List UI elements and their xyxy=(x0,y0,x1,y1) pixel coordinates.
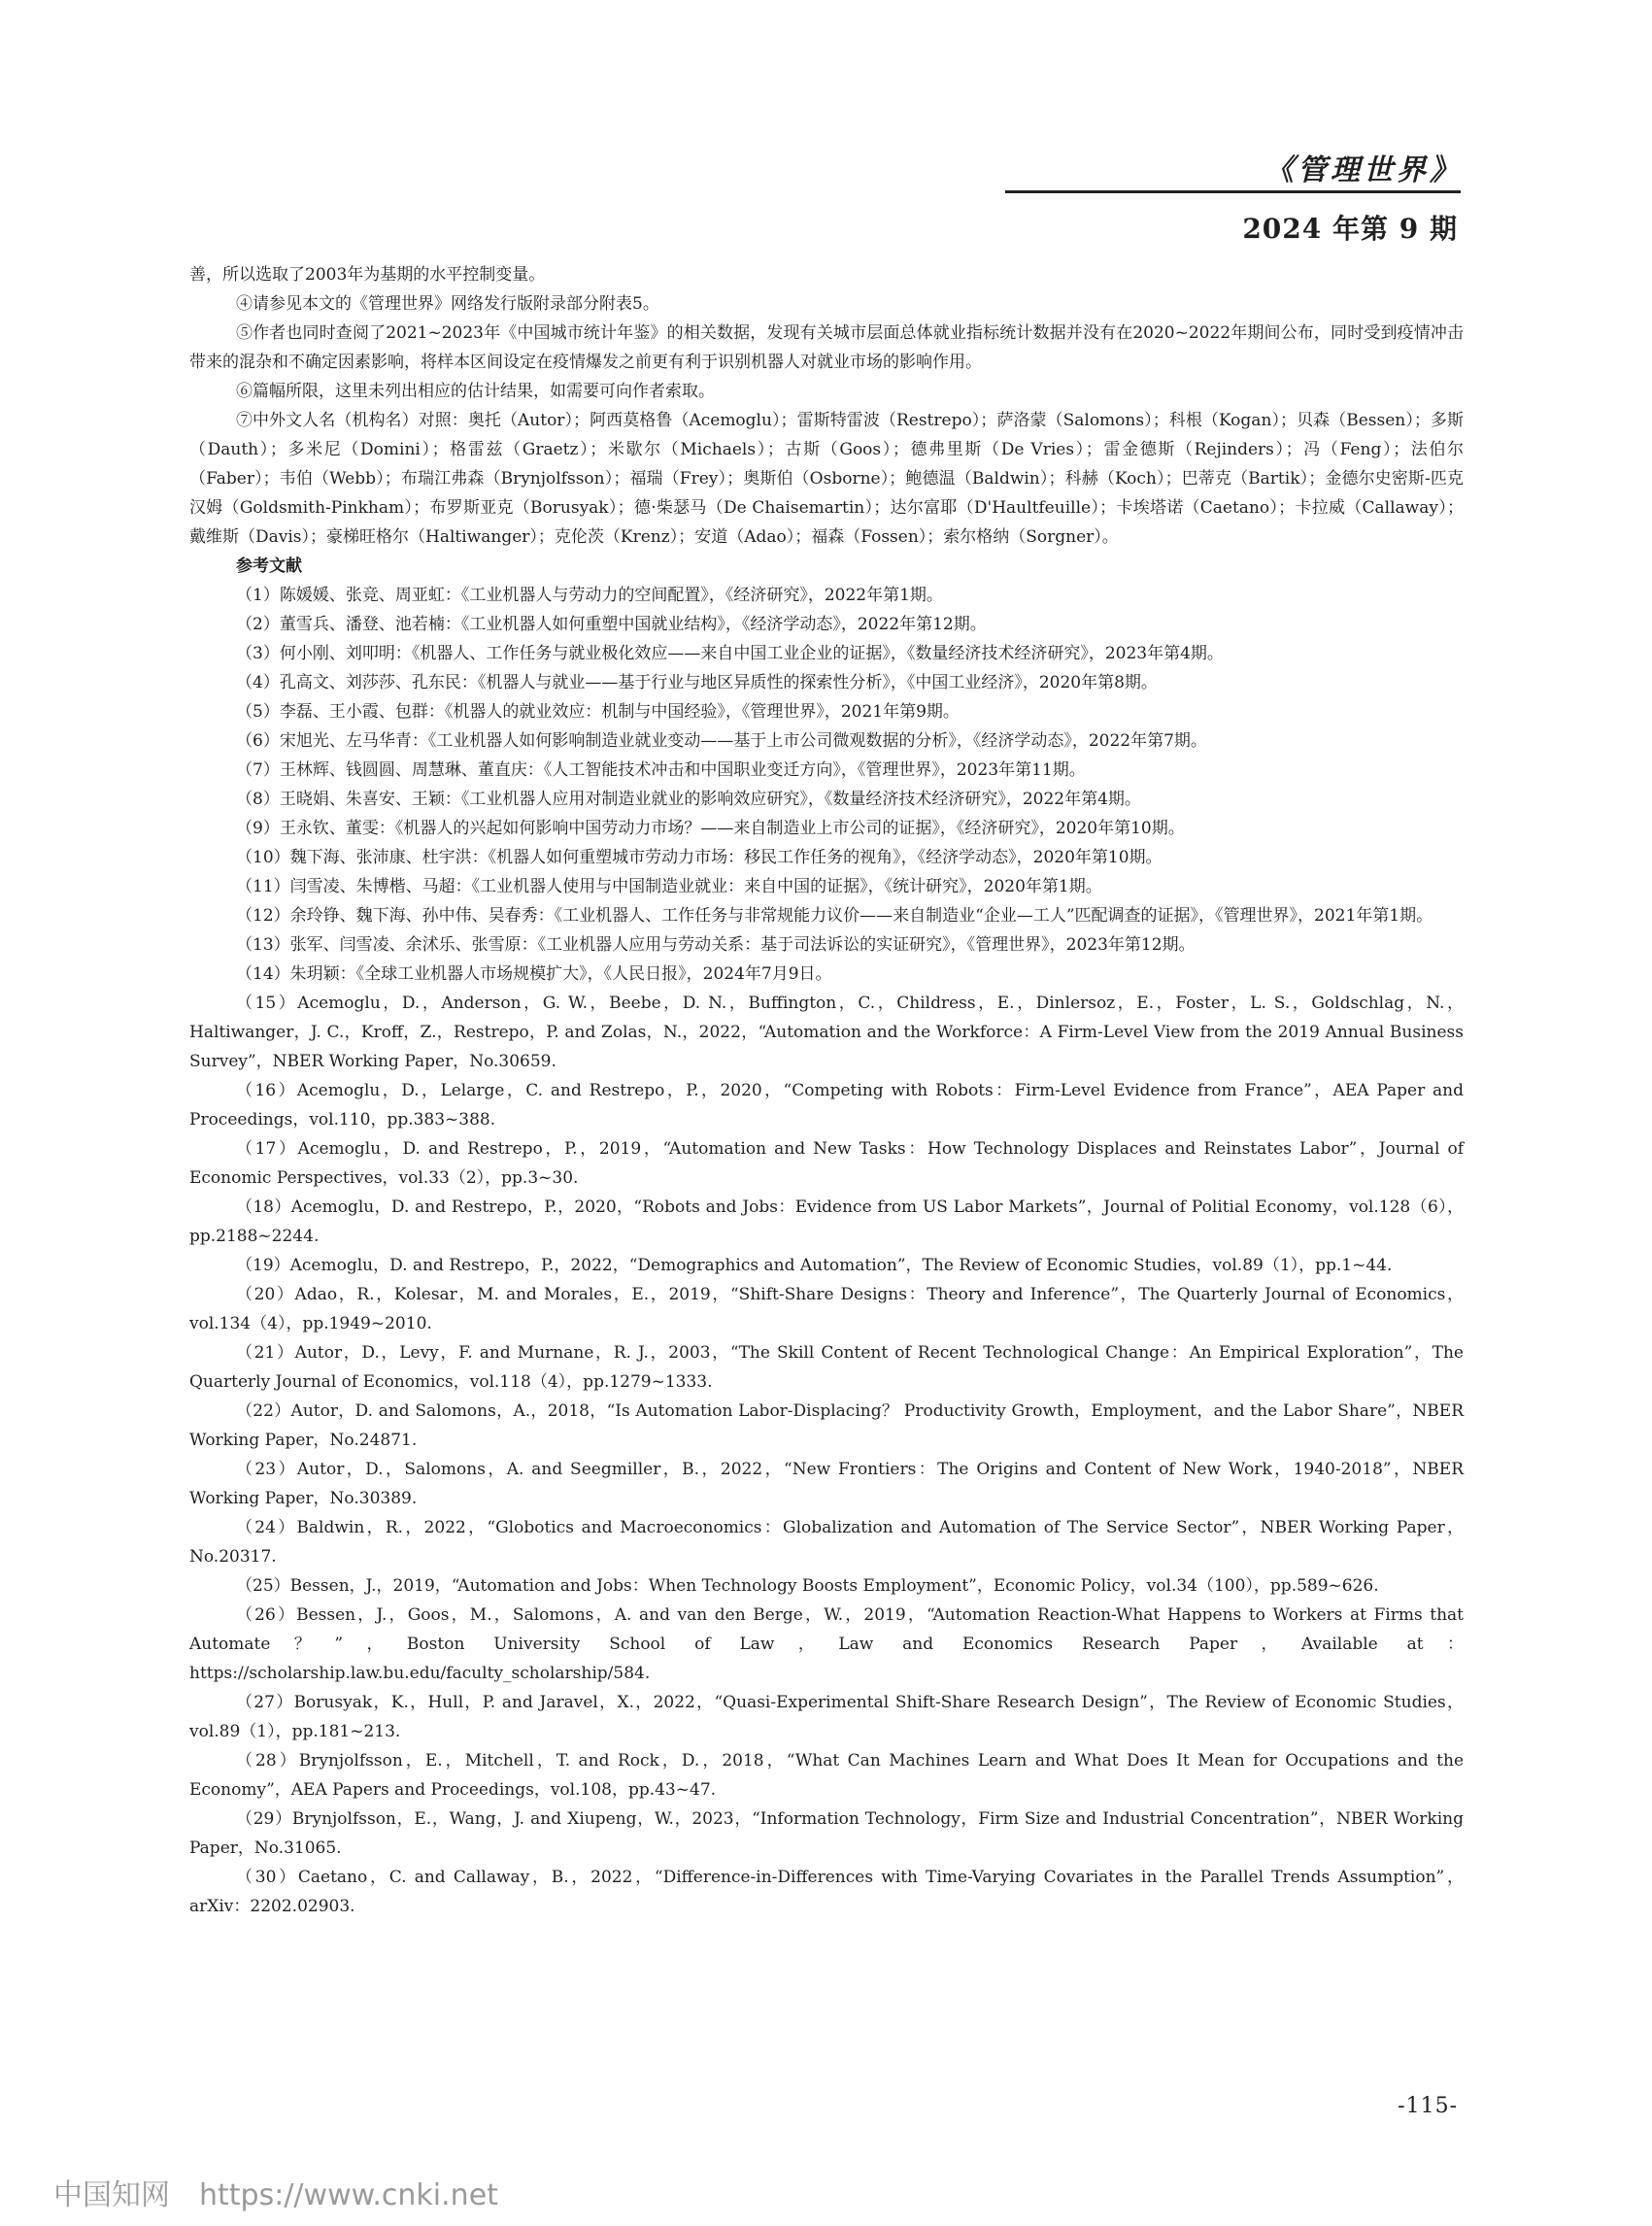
watermark-url: https://www.cnki.net xyxy=(199,2178,498,2212)
footnote-7: ⑦中外文人名（机构名）对照：奥托（Autor）；阿西莫格鲁（Acemoglu）；雷斯特雷波（Restrepo）；萨洛蒙（Salomons）；科根（Kogan）；贝森（Bessen）；多斯（Dauth）；多米尼（Domini）；格雷兹（Graetz）；米歇尔（Michaels）；古斯（Goos）；德弗里斯（De Vries）；雷金德斯（Rejinders）；冯（Feng）；法伯尔（Faber）；韦伯（Webb）；布瑞江弗森（Brynjolfsson）；福瑞（Frey）；奥斯伯（Osborne）；鲍德温（Baldwin）；科赫（Koch）；巴蒂克（Bartik）；金德尔史密斯-匹克汉姆（Goldsmith-Pinkham）；布罗斯亚克（Borusyak）；德·柴瑟马（De Chaisemartin）；达尔富耶（D'Haultfeuille）；卡埃塔诺（Caetano）；卡拉威（Callaway）；戴维斯（Davis）；豪梯旺格尔（Haltiwanger）；克伦茨（Krenz）；安道（Adao）；福森（Fossen）；索尔格纳（Sorgner）。 xyxy=(189,411,1464,547)
reference-item: （10）魏下海、张沛康、杜宇洪：《机器人如何重塑城市劳动力市场：移民工作任务的视角》，《经济学动态》，2020年第10期。 xyxy=(236,848,1163,867)
reference-item: （2）董雪兵、潘登、池若楠：《工业机器人如何重塑中国就业结构》，《经济学动态》，2022年第12期。 xyxy=(236,615,987,634)
footnote-4: ④请参见本文的《管理世界》网络发行版附录部分附表5。 xyxy=(236,294,659,314)
footnote-6: ⑥篇幅所限，这里未列出相应的估计结果，如需要可向作者索取。 xyxy=(236,382,715,401)
reference-item: （27）Borusyak，K.，Hull，P. and Jaravel，X.，2022，“Quasi-Experimental Shift-Share Research Design”，The Review of Economic Studies，vol.89（1），pp.181~213. xyxy=(189,1693,1464,1741)
reference-item: （11）闫雪凌、朱博楷、马超：《工业机器人使用与中国制造业就业：来自中国的证据》，《统计研究》，2020年第1期。 xyxy=(236,877,1102,896)
watermark-site-name: 中国知网 xyxy=(53,2178,170,2212)
reference-item: （15）Acemoglu，D.，Anderson，G. W.，Beebe，D. N.，Buffington，C.，Childress，E.，Dinlersoz，E.，Foster，L. S.，Goldschlag，N.，Haltiwanger，J. C.，Kroff，Z.，Restrepo，P. and Zolas，N.，2022，“Automation and the Workforce：A Firm-Level View from the 2019 Annual Business Survey”，NBER Working Paper，No.30659. xyxy=(189,994,1464,1071)
journal-name: 《管理世界》 xyxy=(1264,153,1463,187)
reference-item: （29）Brynjolfsson，E.，Wang，J. and Xiupeng，W.，2023，“Information Technology，Firm Size and Industrial Concentration”，NBER Working Paper，No.31065. xyxy=(189,1809,1464,1858)
reference-item: （7）王林辉、钱圆圆、周慧琳、董直庆：《人工智能技术冲击和中国职业变迁方向》，《管理世界》，2023年第11期。 xyxy=(236,760,1086,780)
reference-item: （18）Acemoglu，D. and Restrepo，P.，2020，“Robots and Jobs：Evidence from US Labor Markets”，Journal of Politial Economy，vol.128（6），pp.2188~2244. xyxy=(189,1197,1464,1246)
reference-item: （4）孔高文、刘莎莎、孔东民：《机器人与就业——基于行业与地区异质性的探索性分析》，《中国工业经济》，2020年第8期。 xyxy=(236,673,1158,692)
reference-item: （30）Caetano，C. and Callaway，B.，2022，“Difference-in-Differences with Time-Varying Covariates in the Parallel Trends Assumption”，arXiv：2202.02903. xyxy=(189,1868,1464,1916)
header-rule xyxy=(1005,190,1461,193)
reference-item: （9）王永钦、董雯：《机器人的兴起如何影响中国劳动力市场？——来自制造业上市公司的证据》，《经济研究》，2020年第10期。 xyxy=(236,819,1185,838)
reference-item: （20）Adao，R.，Kolesar，M. and Morales，E.，2019，“Shift-Share Designs：Theory and Inference”，The Quarterly Journal of Economics，vol.134（4），pp.1949~2010. xyxy=(189,1285,1464,1333)
reference-item: （14）朱玥颖：《全球工业机器人市场规模扩大》，《人民日报》，2024年7月9日。 xyxy=(236,964,832,984)
reference-item: （1）陈媛媛、张竞、周亚虹：《工业机器人与劳动力的空间配置》，《经济研究》，2022年第1期。 xyxy=(236,586,943,605)
reference-item: （22）Autor，D. and Salomons，A.，2018，“Is Automation Labor-Displacing？ Productivity Growth，Employment，and the Labor Share”，NBER Working Paper，No.24871. xyxy=(189,1401,1464,1450)
page-number: -115- xyxy=(1398,2094,1458,2118)
reference-item: （5）李磊、王小霞、包群：《机器人的就业效应：机制与中国经验》，《管理世界》，2021年第9期。 xyxy=(236,702,960,722)
reference-item: （17）Acemoglu，D. and Restrepo，P.，2019，“Automation and New Tasks：How Technology Displaces and Reinstates Labor”，Journal of Economic Perspectives，vol.33（2），pp.3~30. xyxy=(189,1139,1464,1188)
note-continuation: 善，所以选取了2003年为基期的水平控制变量。 xyxy=(189,265,546,285)
issue-label: 2024 年第 9 期 xyxy=(1242,213,1458,245)
reference-item: （26）Bessen，J.，Goos，M.，Salomons，A. and van den Berge，W.，2019，“Automation Reaction-What Happens to Workers at Firms that Automate？”，Boston University School of Law，Law and Economics Research Paper，Available at：https://scholarship.law.bu.edu/faculty_scholarship/584. xyxy=(189,1605,1464,1683)
references-heading: 参考文献 xyxy=(236,556,302,576)
reference-item: （12）余玲铮、魏下海、孙中伟、吴春秀：《工业机器人、工作任务与非常规能力议价——来自制造业“企业—工人”匹配调查的证据》，《管理世界》，2021年第1期。 xyxy=(236,906,1433,926)
reference-item: （25）Bessen，J.，2019，“Automation and Jobs：When Technology Boosts Employment”，Economic Policy，vol.34（100），pp.589~626. xyxy=(236,1576,1379,1596)
reference-item: （23）Autor，D.，Salomons，A. and Seegmiller，B.，2022，“New Frontiers：The Origins and Content of New Work，1940-2018”，NBER Working Paper，No.30389. xyxy=(189,1460,1464,1508)
reference-item: （3）何小刚、刘叩明：《机器人、工作任务与就业极化效应——来自中国工业企业的证据》，《数量经济技术经济研究》，2023年第4期。 xyxy=(236,644,1224,663)
reference-item: （21）Autor，D.，Levy，F. and Murnane，R. J.，2003，“The Skill Content of Recent Technological Change：An Empirical Exploration”，The Quarterly Journal of Economics，vol.118（4），pp.1279~1333. xyxy=(189,1343,1464,1392)
reference-item: （13）张军、闫雪凌、余沭乐、张雪原：《工业机器人应用与劳动关系：基于司法诉讼的实证研究》，《管理世界》，2023年第12期。 xyxy=(236,935,1196,955)
reference-item: （28）Brynjolfsson，E.，Mitchell，T. and Rock，D.，2018，“What Can Machines Learn and What Does It Mean for Occupations and the Economy”，AEA Papers and Proceedings，vol.108，pp.43~47. xyxy=(189,1751,1464,1800)
reference-item: （6）宋旭光、左马华青：《工业机器人如何影响制造业就业变动——基于上市公司微观数据的分析》，《经济学动态》，2022年第7期。 xyxy=(236,731,1207,751)
reference-item: （16）Acemoglu，D.，Lelarge，C. and Restrepo，P.，2020，“Competing with Robots：Firm-Level Evidence from France”，AEA Paper and Proceedings，vol.110，pp.383~388. xyxy=(189,1081,1464,1130)
reference-item: （8）王晓娟、朱喜安、王颖：《工业机器人应用对制造业就业的影响效应研究》，《数量经济技术经济研究》，2022年第4期。 xyxy=(236,790,1141,809)
footnote-5: ⑤作者也同时查阅了2021~2023年《中国城市统计年鉴》的相关数据，发现有关城市层面总体就业指标统计数据并没有在2020~2022年期间公布，同时受到疫情冲击带来的混杂和不确定因素影响，将样本区间设定在疫情爆发之前更有利于识别机器人对就业市场的影响作用。 xyxy=(189,323,1464,372)
reference-item: （19）Acemoglu，D. and Restrepo，P.，2022，“Demographics and Automation”，The Review of Economic Studies，vol.89（1），pp.1~44. xyxy=(236,1256,1393,1275)
watermark xyxy=(53,2171,498,2213)
reference-item: （24）Baldwin，R.，2022，“Globotics and Macroeconomics：Globalization and Automation of The Service Sector”，NBER Working Paper，No.20317. xyxy=(189,1518,1464,1567)
page-body xyxy=(189,260,1464,1921)
